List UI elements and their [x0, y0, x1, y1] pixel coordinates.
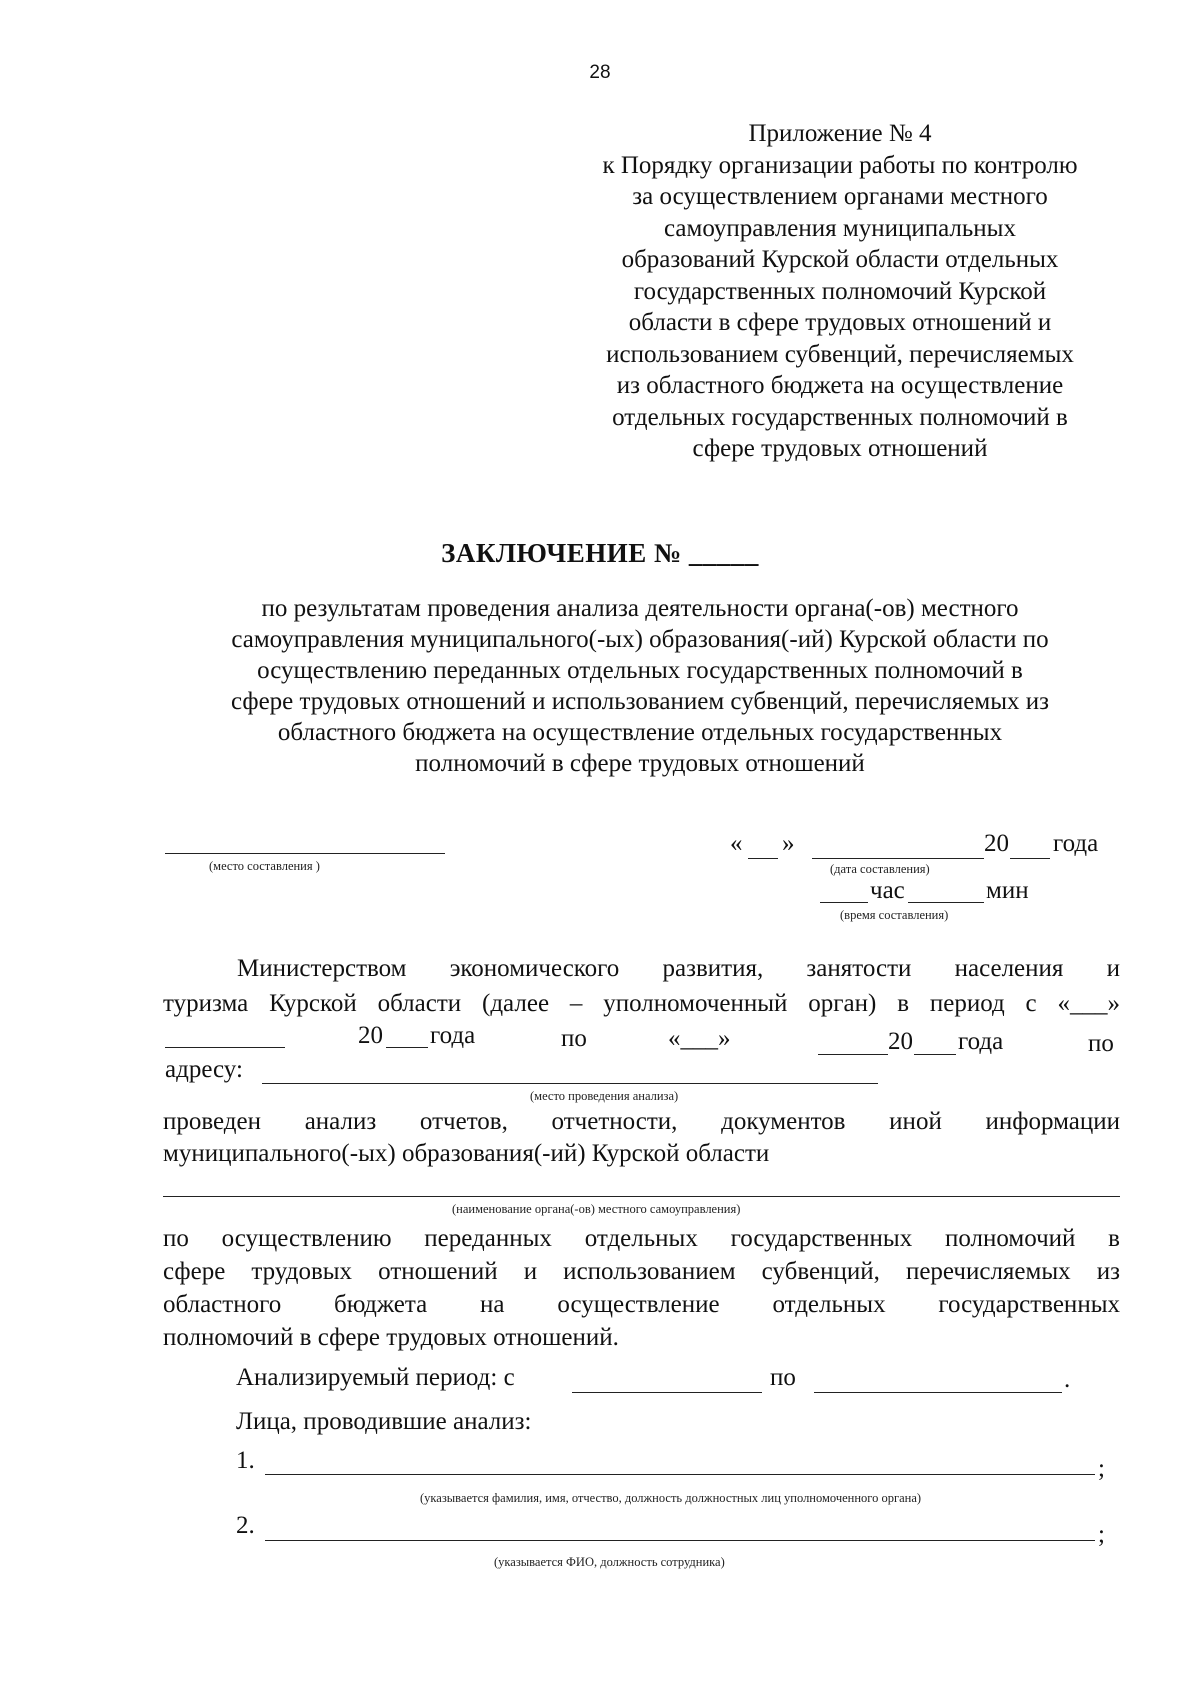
appendix-line: использованием субвенций, перечисляемых — [606, 340, 1074, 368]
appendix-line: Приложение № 4 — [748, 120, 932, 147]
appendix-header — [560, 118, 1120, 465]
appendix-line: образований Курской области отдельных — [621, 246, 1059, 273]
address-label: адресу: — [165, 1056, 243, 1083]
appendix-line: отдельных государственных полномочий в — [612, 403, 1068, 431]
subtitle-line: самоуправления муниципального(-ых) образования(-ий) Курской области по — [231, 626, 1049, 653]
person1-field[interactable] — [265, 1474, 1095, 1475]
organization-name-field[interactable] — [163, 1196, 1120, 1197]
period-year2-suffix: года — [958, 1028, 1004, 1055]
period-quote-blank: «___» — [668, 1025, 731, 1052]
date-caption: (дата составления) — [830, 862, 930, 876]
subtitle-line: областного бюджета на осуществление отдельных государственных — [277, 719, 1003, 746]
person1-caption: (указывается фамилия, имя, отчество, должность должностных лиц уполномоченного органа) — [420, 1491, 922, 1505]
place-caption: (место составления ) — [209, 859, 320, 873]
appendix-line: к Порядку организации работы по контролю — [602, 151, 1078, 179]
date-close-quote: » — [782, 830, 795, 857]
para1-line1: Министерством экономического развития, занятости населения и — [237, 955, 1120, 982]
organization-caption: (наименование органа(-ов) местного самоуправления) — [452, 1202, 741, 1216]
appendix-line: области в сфере трудовых отношений и — [628, 309, 1052, 336]
para2-line1: проведен анализ отчетов, отчетности, документов иной информации — [163, 1108, 1120, 1135]
para3-line: сфере трудовых отношений и использованием субвенций, перечисляемых из — [163, 1258, 1120, 1285]
person2-end: ; — [1098, 1521, 1105, 1548]
year-field[interactable] — [1010, 858, 1050, 859]
minute-label: мин — [986, 877, 1029, 904]
subtitle-line: сфере трудовых отношений и использованием субвенций, перечисляемых из — [230, 688, 1050, 715]
para2-line2: муниципального(-ых) образования(-ий) Курской области — [163, 1140, 770, 1167]
subtitle-line: осуществлению переданных отдельных государственных полномочий в — [257, 657, 1023, 684]
period-year1-prefix: 20 — [358, 1022, 383, 1049]
appendix-line: из областного бюджета на осуществление — [616, 372, 1064, 399]
person2-caption: (указывается ФИО, должность сотрудника) — [494, 1555, 725, 1569]
persons-label: Лица, проводившие анализ: — [236, 1408, 532, 1435]
para3-line: областного бюджета на осуществление отдельных государственных — [163, 1291, 1120, 1318]
minute-field[interactable] — [908, 902, 984, 903]
place-field-line[interactable] — [165, 853, 445, 854]
period-po2: по — [1088, 1030, 1114, 1057]
appendix-line: сфере трудовых отношений — [692, 435, 988, 462]
period-year2-prefix: 20 — [888, 1028, 913, 1055]
analyzed-period-end-field[interactable] — [814, 1392, 1062, 1393]
person1-number: 1. — [236, 1447, 255, 1474]
para3-last-line: полномочий в сфере трудовых отношений. — [163, 1324, 619, 1351]
appendix-line: государственных полномочий Курской — [633, 277, 1047, 305]
date-month-field[interactable] — [812, 858, 984, 859]
year-suffix: года — [1053, 830, 1099, 857]
hour-label: час — [870, 877, 905, 904]
period-po: по — [561, 1025, 587, 1052]
person2-field[interactable] — [265, 1540, 1095, 1541]
appendix-line: за осуществлением органами местного — [632, 183, 1048, 210]
year-prefix: 20 — [984, 830, 1009, 857]
subtitle-line: полномочий в сфере трудовых отношений — [415, 750, 865, 777]
period-year1-field[interactable] — [386, 1047, 428, 1048]
time-caption: (время составления) — [840, 908, 949, 922]
document-subtitle — [150, 593, 1130, 779]
subtitle-line: по результатам проведения анализа деятельности органа(-ов) местного — [261, 595, 1019, 622]
para3-line: по осуществлению переданных отдельных государственных полномочий в — [163, 1225, 1120, 1252]
appendix-line: самоуправления муниципальных — [664, 214, 1016, 242]
analyzed-period-po: по — [770, 1364, 796, 1391]
analyzed-period-label: Анализируемый период: с — [236, 1364, 515, 1391]
period-end-month-field[interactable] — [818, 1054, 888, 1055]
period-year1-suffix: года — [430, 1022, 476, 1049]
person2-number: 2. — [236, 1512, 255, 1539]
page-number: 28 — [589, 62, 611, 83]
address-caption: (место проведения анализа) — [530, 1089, 679, 1103]
period-year2-field[interactable] — [914, 1054, 956, 1055]
analyzed-period-end: . — [1064, 1366, 1071, 1393]
analyzed-period-start-field[interactable] — [572, 1392, 762, 1393]
date-open-quote: « — [730, 830, 743, 857]
person1-end: ; — [1098, 1455, 1105, 1482]
address-field[interactable] — [262, 1083, 878, 1084]
document-title: ЗАКЛЮЧЕНИЕ № _____ — [441, 538, 759, 568]
para1-line2: туризма Курской области (далее – уполномоченный орган) в период с «___» — [163, 990, 1120, 1017]
hour-field[interactable] — [820, 902, 868, 903]
period-start-month-field[interactable] — [165, 1047, 285, 1048]
date-day-field[interactable] — [748, 858, 778, 859]
